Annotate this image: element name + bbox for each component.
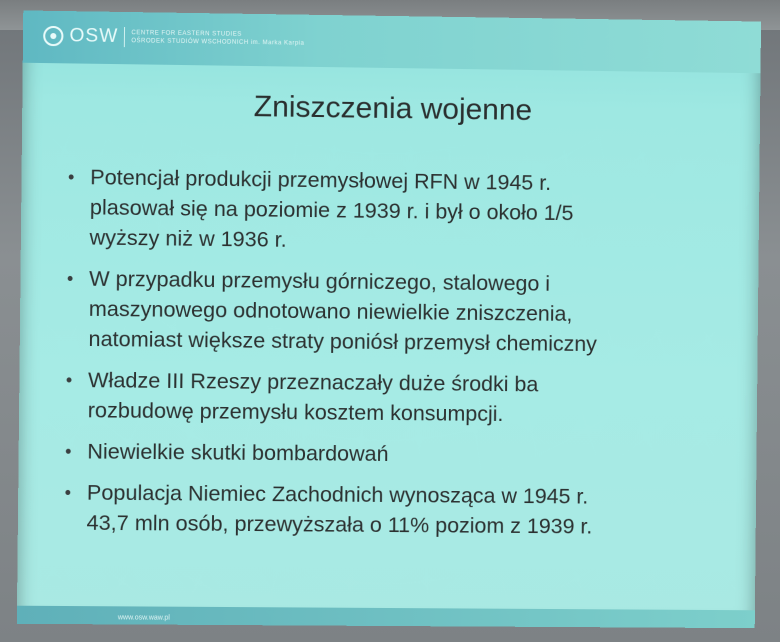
logo-subtitle-line1: CENTRE FOR EASTERN STUDIES [131,30,242,38]
bullet-item [65,436,725,472]
bullet-text [88,365,539,429]
logo-subtitle-line2: OŚRODEK STUDIÓW WSCHODNICH im. Marka Karpia [131,38,305,47]
slide-footer-band [17,606,755,628]
bullet-line: wyższy niż w 1936 r. [89,225,287,252]
presentation-slide [17,10,761,628]
bullet-line: natomiast większe straty poniósł przemysł chemiczny [88,326,598,357]
bullet-text [89,162,574,258]
bullet-line: plasował się na poziomie z 1939 r. i był o około 1/5 [89,195,574,226]
osw-logo [43,25,304,51]
bullet-line: W przypadku przemysłu górniczego, stalowego i [89,266,551,296]
bullet-item [66,263,727,360]
osw-logo-icon [43,26,63,46]
bullet-line: rozbudowę przemysłu kosztem konsumpcji. [87,398,504,427]
bullet-text [86,478,592,542]
bullet-item [64,477,724,542]
logo-text: OSW [69,25,119,48]
bullet-text [88,264,597,359]
bullet-line: Populacja Niemiec Zachodnich wynosząca w 1945 r. [86,480,589,509]
bullet-item [67,162,728,260]
bullet-line: maszynowego odnotowano niewielkie zniszczenia, [88,296,573,326]
bullet-line: Potencjał produkcji przemysłowej RFN w 1945 r. [90,165,552,195]
bullet-line: 43,7 mln osób, przewyższała o 11% poziom z 1939 r. [86,510,593,539]
bullet-dot: • [65,441,72,462]
bullet-dot: • [67,166,75,188]
footer-text: www.osw.waw.pl [117,614,170,622]
bullet-dot: • [66,268,74,289]
bullet-dot: • [64,482,72,503]
bullet-line: Władze III Rzeszy przeznaczały duże środki ba [87,368,539,397]
bullet-list [64,162,728,553]
logo-divider [124,27,125,47]
bullet-text [87,436,389,469]
slide-title: Zniszczenia wojenne [253,90,533,127]
slide-header-band [23,10,761,73]
logo-subtitle [131,29,304,48]
bullet-item [65,365,725,431]
bullet-line: Niewielkie skutki bombardowań [87,439,389,466]
bullet-dot: • [65,369,73,391]
